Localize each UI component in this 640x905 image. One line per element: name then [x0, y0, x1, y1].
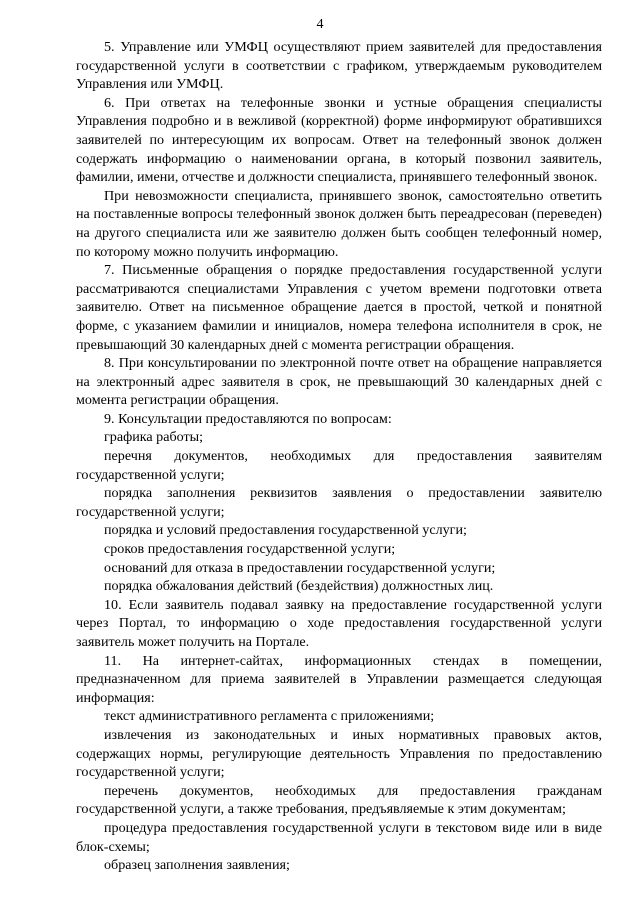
- list-item: сроков предоставления государственной услуги;: [104, 541, 396, 558]
- paragraph-6-phone-calls: 6. При ответах на телефонные звонки и устные обращения специалисты Управления подробно и в вежливой (корректной) форме информируют обратившихся заявителей по интересующим их вопросам. Ответ на телефонный звонок должен содержать информацию о наименовании органа, в который позвонил заявитель, фамилии, имени, отчестве и должности специалиста, принявшего телефонный звонок.: [76, 94, 602, 186]
- list-item: перечня документов, необходимых для предоставления заявителям государственной услуги;: [76, 448, 602, 483]
- paragraph-9-consultations: 9. Консультации предоставляются по вопросам:: [104, 410, 392, 427]
- list-item: порядка заполнения реквизитов заявления о предоставлении заявителю государственной услуги;: [76, 485, 602, 520]
- paragraph-call-redirect: При невозможности специалиста, принявшего звонок, самостоятельно ответить на поставленные вопросы телефонный звонок должен быть переадресован (переведен) на другого специалиста или же заявителю должен быть сообщен телефонный номер, по которому можно получить информацию.: [76, 187, 602, 260]
- list-item: графика работы;: [104, 429, 204, 446]
- list-item: перечень документов, необходимых для предоставления гражданам государственной услуги, а также требования, предъявляемые к этим документам;: [76, 782, 602, 818]
- document-body: [76, 38, 602, 875]
- list-item: текст административного регламента с приложениями;: [104, 708, 435, 725]
- paragraph-10-portal: 10. Если заявитель подавал заявку на предоставление государственной услуги через Портал, то информацию о ходе предоставления государственной услуги заявитель может получить на Портале.: [76, 596, 602, 650]
- list-item: порядка и условий предоставления государственной услуги;: [104, 522, 467, 539]
- paragraph-8-email: 8. При консультировании по электронной почте ответ на обращение направляется на электронный адрес заявителя в срок, не превышающий 30 календарных дней с момента регистрации обращения.: [76, 355, 602, 409]
- list-item: процедура предоставления государственной услуги в текстовом виде или в виде блок-схемы;: [76, 819, 602, 855]
- paragraph-11-information: 11. На интернет-сайтах, информационных стендах в помещении, предназначенном для приема заявителей в Управлении размещается следующая информация:: [76, 652, 602, 706]
- paragraph-5-reception: 5. Управление или УМФЦ осуществляют прием заявителей для предоставления государственной услуги в соответствии с графиком, утверждаемым руководителем Управления или УМФЦ.: [76, 39, 602, 93]
- list-item: извлечения из законодательных и иных нормативных правовых актов, содержащих нормы, регулирующие деятельность Управления по предоставлению государственной услуги;: [76, 726, 602, 781]
- paragraph-7-written-requests: 7. Письменные обращения о порядке предоставления государственной услуги рассматриваются специалистами Управления с учетом времени подготовки ответа заявителю. Ответ на письменное обращение дается в простой, четкой и понятной форме, с указанием фамилии и инициалов, номера телефона исполнителя в срок, не превышающий 30 календарных дней с момента регистрации обращения.: [76, 262, 602, 353]
- list-item: оснований для отказа в предоставлении государственной услуги;: [104, 559, 496, 576]
- list-item: порядка обжалования действий (бездействия) должностных лиц.: [104, 578, 494, 595]
- list-item: образец заполнения заявления;: [104, 857, 290, 874]
- page-number: 4: [316, 16, 324, 32]
